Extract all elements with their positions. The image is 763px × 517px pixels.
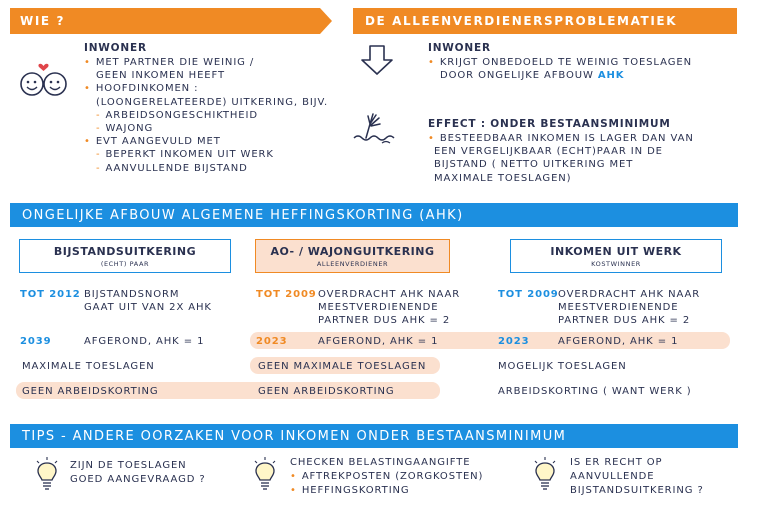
problem-line: BIJSTAND ( NETTO UITKERING MET (434, 159, 634, 171)
who-line: MET PARTNER DIE WEINIG / (95, 57, 255, 68)
tip-line: AANVULLENDE (570, 471, 655, 482)
column-text1-line: OVERDRACHT AHK NAAR (318, 289, 461, 300)
who-line: AANVULLENDE BIJSTAND (105, 162, 248, 174)
who-list: • MET PARTNER DIE WEINIG / GEEN INKOMEN HEEFT • HOOFDINKOMEN : (LOONGERELATEERDE) UITKERING, BIJV. - ARBEIDSONGESCHIKTHEID - WAJONG • EVT AANGEVULD MET - BEPERKT INKOMEN UIT WERK - AANVULLENDE BIJSTAND (84, 57, 329, 174)
column-header-werk (510, 239, 722, 273)
problem-line: DOOR ONGELIJKE AFBOUW (440, 70, 594, 82)
tip-3 (570, 456, 704, 498)
problem-text-2: • BESTEEDBAAR INKOMEN IS LAGER DAN VAN EEN VERGELIJKBAAR (ECHT)PAAR IN DE BIJSTAND ( NETTO UITKERING MET MAXIMALE TOESLAGEN) (428, 133, 694, 184)
column-year2: 2023 (256, 336, 288, 347)
lightbulb-icon (532, 456, 558, 494)
column-text1 (84, 288, 212, 314)
column-row4: ARBEIDSKORTING ( WANT WERK ) (498, 386, 692, 397)
column-year1: TOT 2009 (498, 289, 559, 300)
who-line: EVT AANGEVULD MET (95, 136, 221, 148)
column-subtitle: (ECHT) PAAR (100, 259, 150, 268)
column-subtitle: ALLEENVERDIENER (316, 259, 389, 268)
column-header-ao-wajong (255, 239, 450, 273)
column-text2: AFGEROND, AHK = 1 (84, 336, 205, 347)
column-row3: GEEN MAXIMALE TOESLAGEN (258, 361, 427, 372)
tip-2: CHECKEN BELASTINGAANGIFTE • AFTREKPOSTEN (ZORGKOSTEN) • HEFFINGSKORTING (290, 457, 484, 496)
who-banner-title: WIE ? (20, 14, 66, 28)
who-heading: INWONER (84, 42, 147, 54)
problem-line: BESTEEDBAAR INKOMEN IS LAGER DAN VAN (439, 133, 694, 144)
problem-line: EEN VERGELIJKBAAR (ECHT)PAAR IN DE (434, 146, 663, 158)
lightbulb-icon (34, 456, 60, 494)
column-header-bijstand (19, 239, 231, 273)
column-text1 (318, 288, 460, 328)
column-text2: AFGEROND, AHK = 1 (318, 336, 439, 347)
column-row4: GEEN ARBEIDSKORTING (258, 386, 395, 397)
problem-text-1: • KRIJGT ONBEDOELD TE WEINIG TOESLAGEN DOOR ONGELIJKE AFBOUW AHK (428, 57, 692, 82)
column-row4: GEEN ARBEIDSKORTING (22, 386, 159, 397)
column-text1-line: MEESTVERDIENENDE (318, 302, 439, 314)
column-text1-line: PARTNER DUS AHK = 2 (558, 315, 691, 327)
tip-line: GOED AANGEVRAAGD ? (70, 474, 206, 485)
tips-banner-title: TIPS - ANDERE OORZAKEN VOOR INKOMEN ONDER BESTAANSMINIMUM (22, 428, 567, 444)
column-text1 (558, 288, 700, 328)
column-row3: MOGELIJK TOESLAGEN (498, 361, 627, 372)
who-line: ARBEIDSONGESCHIKTHEID (105, 109, 258, 121)
column-subtitle: KOSTWINNER (591, 259, 641, 268)
heart-icon (38, 64, 48, 71)
tip-1 (70, 459, 206, 487)
ahk-banner-title: ONGELIJKE AFBOUW ALGEMENE HEFFINGSKORTING (AHK) (22, 207, 464, 223)
down-arrow-icon (360, 44, 394, 76)
tip-line: AFTREKPOSTEN (ZORGKOSTEN) (301, 471, 484, 482)
column-year2: 2039 (20, 336, 52, 347)
column-title: BIJSTANDSUITKERING (53, 244, 197, 258)
who-line: HOOFDINKOMEN : (95, 83, 199, 95)
tip-line: ZIJN DE TOESLAGEN (70, 460, 187, 471)
tip-line: HEFFINGSKORTING (301, 485, 410, 496)
column-text1-line: PARTNER DUS AHK = 2 (318, 315, 451, 327)
column-text1-line: OVERDRACHT AHK NAAR (558, 289, 701, 300)
who-line: BEPERKT INKOMEN UIT WERK (105, 149, 274, 161)
column-title: AO- / WAJONGUITKERING (270, 244, 435, 258)
who-line: GEEN INKOMEN HEEFT (96, 70, 226, 82)
tip-line: IS ER RECHT OP (570, 457, 663, 468)
column-year1: TOT 2012 (20, 289, 81, 300)
ahk-banner (10, 203, 738, 227)
problem-line: MAXIMALE TOESLAGEN) (434, 172, 572, 184)
column-title: INKOMEN UIT WERK (550, 244, 682, 258)
ahk-accent: AHK (597, 70, 625, 82)
tips-banner (10, 424, 738, 448)
who-line: (LOONGERELATEERDE) UITKERING, BIJV. (96, 96, 329, 108)
problem-line: KRIJGT ONBEDOELD TE WEINIG TOESLAGEN (439, 57, 692, 68)
problem-heading-2: EFFECT : ONDER BESTAANSMINIMUM (428, 118, 671, 130)
column-text1-line: GAAT UIT VAN 2X AHK (84, 302, 212, 314)
problem-banner-title: DE ALLEENVERDIENERSPROBLEMATIEK (365, 14, 678, 28)
lightbulb-icon (252, 456, 278, 494)
column-text2: AFGEROND, AHK = 1 (558, 336, 679, 347)
column-year2: 2023 (498, 336, 530, 347)
column-text1-line: MEESTVERDIENENDE (558, 302, 679, 314)
column-text1-line: BIJSTANDSNORM (84, 289, 180, 300)
couple-icon (18, 58, 70, 102)
column-row3: MAXIMALE TOESLAGEN (22, 361, 155, 372)
tip-line: BIJSTANDSUITKERING ? (570, 485, 704, 496)
problem-banner (353, 8, 737, 34)
tip-line: CHECKEN BELASTINGAANGIFTE (290, 457, 471, 468)
drowning-hand-icon (352, 110, 406, 146)
problem-heading-1: INWONER (428, 42, 491, 54)
who-line: WAJONG (105, 123, 154, 135)
column-year1: TOT 2009 (256, 289, 317, 300)
